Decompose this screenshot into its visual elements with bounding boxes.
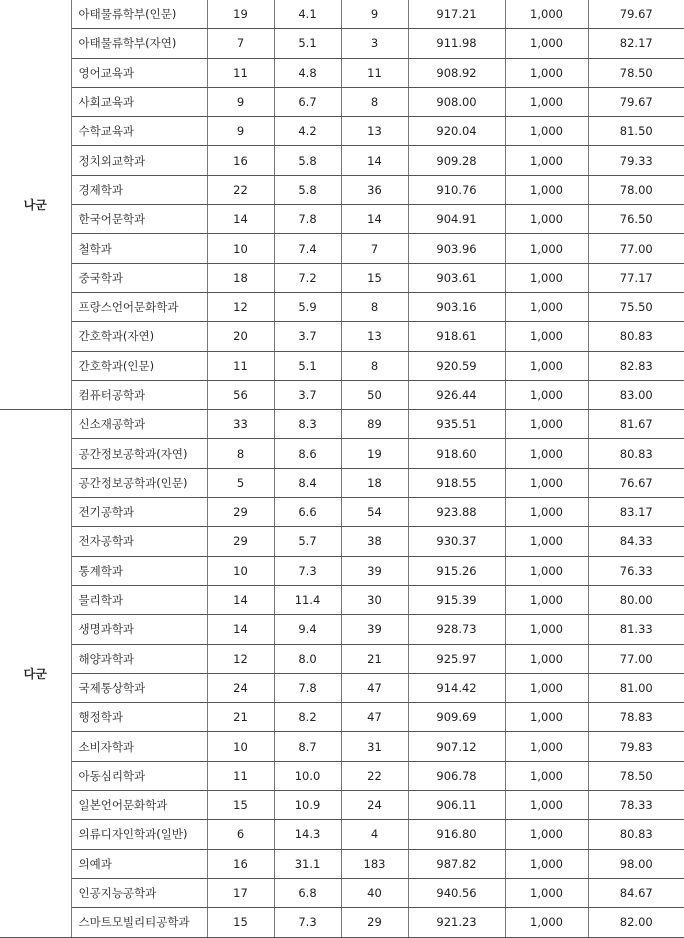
value-cell: 78.50	[588, 58, 684, 87]
value-cell: 22	[341, 761, 408, 790]
department-name-cell: 간호학과(인문)	[71, 351, 207, 380]
value-cell: 5.1	[274, 29, 341, 58]
table-row	[0, 292, 684, 321]
value-cell: 930.37	[408, 527, 505, 556]
value-cell: 909.69	[408, 703, 505, 732]
table-row	[0, 322, 684, 351]
value-cell: 14	[207, 585, 274, 614]
value-cell: 7.3	[274, 908, 341, 937]
table-row	[0, 58, 684, 87]
value-cell: 915.26	[408, 556, 505, 585]
value-cell: 16	[207, 849, 274, 878]
value-cell: 13	[341, 322, 408, 351]
value-cell: 89	[341, 410, 408, 439]
value-cell: 3.7	[274, 322, 341, 351]
value-cell: 911.98	[408, 29, 505, 58]
value-cell: 916.80	[408, 820, 505, 849]
department-name-cell: 행정학과	[71, 703, 207, 732]
table-row	[0, 732, 684, 761]
value-cell: 1,000	[505, 292, 588, 321]
department-name-cell: 한국어문학과	[71, 205, 207, 234]
department-name-cell: 국제통상학과	[71, 673, 207, 702]
table-row	[0, 439, 684, 468]
value-cell: 78.83	[588, 703, 684, 732]
group-label: 다군	[0, 410, 71, 937]
department-name-cell: 전자공학과	[71, 527, 207, 556]
value-cell: 21	[341, 644, 408, 673]
value-cell: 3	[341, 29, 408, 58]
table-row	[0, 117, 684, 146]
value-cell: 79.33	[588, 146, 684, 175]
value-cell: 1,000	[505, 673, 588, 702]
department-name-cell: 사회교육과	[71, 87, 207, 116]
value-cell: 917.21	[408, 0, 505, 29]
value-cell: 1,000	[505, 761, 588, 790]
value-cell: 1,000	[505, 556, 588, 585]
value-cell: 1,000	[505, 615, 588, 644]
value-cell: 79.83	[588, 732, 684, 761]
value-cell: 1,000	[505, 410, 588, 439]
value-cell: 15	[207, 908, 274, 937]
value-cell: 83.17	[588, 498, 684, 527]
value-cell: 7.3	[274, 556, 341, 585]
value-cell: 98.00	[588, 849, 684, 878]
value-cell: 5.7	[274, 527, 341, 556]
value-cell: 1,000	[505, 498, 588, 527]
value-cell: 5	[207, 468, 274, 497]
department-name-cell: 의예과	[71, 849, 207, 878]
value-cell: 22	[207, 175, 274, 204]
value-cell: 925.97	[408, 644, 505, 673]
value-cell: 1,000	[505, 585, 588, 614]
value-cell: 8.6	[274, 439, 341, 468]
value-cell: 920.59	[408, 351, 505, 380]
value-cell: 5.1	[274, 351, 341, 380]
value-cell: 918.55	[408, 468, 505, 497]
department-name-cell: 영어교육과	[71, 58, 207, 87]
value-cell: 76.67	[588, 468, 684, 497]
value-cell: 908.92	[408, 58, 505, 87]
value-cell: 903.16	[408, 292, 505, 321]
table-row	[0, 351, 684, 380]
table-row	[0, 527, 684, 556]
value-cell: 40	[341, 878, 408, 907]
value-cell: 940.56	[408, 878, 505, 907]
value-cell: 987.82	[408, 849, 505, 878]
value-cell: 8	[341, 351, 408, 380]
value-cell: 1,000	[505, 87, 588, 116]
table-row	[0, 0, 684, 29]
department-name-cell: 일본언어문화학과	[71, 791, 207, 820]
department-name-cell: 프랑스언어문화학과	[71, 292, 207, 321]
value-cell: 914.42	[408, 673, 505, 702]
value-cell: 910.76	[408, 175, 505, 204]
value-cell: 24	[207, 673, 274, 702]
value-cell: 15	[207, 791, 274, 820]
value-cell: 18	[207, 263, 274, 292]
department-name-cell: 간호학과(자연)	[71, 322, 207, 351]
value-cell: 1,000	[505, 322, 588, 351]
value-cell: 7	[207, 29, 274, 58]
table-row	[0, 87, 684, 116]
value-cell: 935.51	[408, 410, 505, 439]
value-cell: 1,000	[505, 791, 588, 820]
value-cell: 81.67	[588, 410, 684, 439]
value-cell: 918.61	[408, 322, 505, 351]
table-row	[0, 820, 684, 849]
value-cell: 81.50	[588, 117, 684, 146]
value-cell: 4.8	[274, 58, 341, 87]
value-cell: 54	[341, 498, 408, 527]
department-name-cell: 인공지능공학과	[71, 878, 207, 907]
value-cell: 12	[207, 644, 274, 673]
value-cell: 4.2	[274, 117, 341, 146]
value-cell: 6.7	[274, 87, 341, 116]
value-cell: 1,000	[505, 234, 588, 263]
value-cell: 38	[341, 527, 408, 556]
value-cell: 5.8	[274, 146, 341, 175]
table-row	[0, 410, 684, 439]
value-cell: 7	[341, 234, 408, 263]
value-cell: 6.6	[274, 498, 341, 527]
department-name-cell: 신소재공학과	[71, 410, 207, 439]
value-cell: 1,000	[505, 644, 588, 673]
value-cell: 8.2	[274, 703, 341, 732]
value-cell: 10	[207, 234, 274, 263]
value-cell: 907.12	[408, 732, 505, 761]
value-cell: 1,000	[505, 351, 588, 380]
value-cell: 908.00	[408, 87, 505, 116]
value-cell: 19	[341, 439, 408, 468]
value-cell: 77.17	[588, 263, 684, 292]
value-cell: 78.00	[588, 175, 684, 204]
value-cell: 904.91	[408, 205, 505, 234]
table-row	[0, 703, 684, 732]
table-row	[0, 263, 684, 292]
value-cell: 10.9	[274, 791, 341, 820]
department-name-cell: 소비자학과	[71, 732, 207, 761]
value-cell: 1,000	[505, 146, 588, 175]
value-cell: 16	[207, 146, 274, 175]
department-name-cell: 아동심리학과	[71, 761, 207, 790]
value-cell: 1,000	[505, 878, 588, 907]
value-cell: 903.61	[408, 263, 505, 292]
department-name-cell: 아태물류학부(인문)	[71, 0, 207, 29]
value-cell: 78.33	[588, 791, 684, 820]
table-row	[0, 556, 684, 585]
value-cell: 903.96	[408, 234, 505, 263]
value-cell: 39	[341, 615, 408, 644]
value-cell: 81.00	[588, 673, 684, 702]
value-cell: 12	[207, 292, 274, 321]
value-cell: 6.8	[274, 878, 341, 907]
value-cell: 1,000	[505, 732, 588, 761]
value-cell: 80.00	[588, 585, 684, 614]
value-cell: 5.8	[274, 175, 341, 204]
value-cell: 3.7	[274, 380, 341, 409]
value-cell: 1,000	[505, 0, 588, 29]
value-cell: 9	[207, 87, 274, 116]
department-name-cell: 생명과학과	[71, 615, 207, 644]
value-cell: 8	[207, 439, 274, 468]
value-cell: 79.67	[588, 0, 684, 29]
value-cell: 30	[341, 585, 408, 614]
value-cell: 14.3	[274, 820, 341, 849]
table-row	[0, 234, 684, 263]
table-row	[0, 498, 684, 527]
value-cell: 13	[341, 117, 408, 146]
value-cell: 8.0	[274, 644, 341, 673]
value-cell: 18	[341, 468, 408, 497]
value-cell: 31.1	[274, 849, 341, 878]
department-name-cell: 수학교육과	[71, 117, 207, 146]
value-cell: 81.33	[588, 615, 684, 644]
value-cell: 10	[207, 732, 274, 761]
value-cell: 82.17	[588, 29, 684, 58]
table-row	[0, 380, 684, 409]
group-label: 나군	[0, 0, 71, 410]
value-cell: 79.67	[588, 87, 684, 116]
value-cell: 906.78	[408, 761, 505, 790]
value-cell: 928.73	[408, 615, 505, 644]
table-row	[0, 908, 684, 937]
value-cell: 7.8	[274, 205, 341, 234]
value-cell: 24	[341, 791, 408, 820]
table-row	[0, 644, 684, 673]
value-cell: 1,000	[505, 117, 588, 146]
value-cell: 31	[341, 732, 408, 761]
value-cell: 29	[341, 908, 408, 937]
value-cell: 909.28	[408, 146, 505, 175]
value-cell: 10	[207, 556, 274, 585]
value-cell: 4	[341, 820, 408, 849]
value-cell: 75.50	[588, 292, 684, 321]
table-row	[0, 761, 684, 790]
value-cell: 29	[207, 527, 274, 556]
value-cell: 1,000	[505, 263, 588, 292]
value-cell: 6	[207, 820, 274, 849]
value-cell: 8.4	[274, 468, 341, 497]
table-row	[0, 146, 684, 175]
value-cell: 906.11	[408, 791, 505, 820]
value-cell: 9	[341, 0, 408, 29]
value-cell: 20	[207, 322, 274, 351]
value-cell: 47	[341, 703, 408, 732]
value-cell: 10.0	[274, 761, 341, 790]
table-row	[0, 791, 684, 820]
table-row	[0, 205, 684, 234]
table-row	[0, 468, 684, 497]
value-cell: 918.60	[408, 439, 505, 468]
value-cell: 1,000	[505, 468, 588, 497]
table-row	[0, 585, 684, 614]
department-name-cell: 컴퓨터공학과	[71, 380, 207, 409]
table-row	[0, 673, 684, 702]
value-cell: 1,000	[505, 58, 588, 87]
department-name-cell: 스마트모빌리티공학과	[71, 908, 207, 937]
value-cell: 78.50	[588, 761, 684, 790]
value-cell: 39	[341, 556, 408, 585]
value-cell: 4.1	[274, 0, 341, 29]
value-cell: 36	[341, 175, 408, 204]
value-cell: 1,000	[505, 820, 588, 849]
value-cell: 17	[207, 878, 274, 907]
value-cell: 8	[341, 292, 408, 321]
value-cell: 14	[207, 205, 274, 234]
department-name-cell: 의류디자인학과(일반)	[71, 820, 207, 849]
value-cell: 11	[341, 58, 408, 87]
value-cell: 11	[207, 58, 274, 87]
value-cell: 76.50	[588, 205, 684, 234]
value-cell: 8	[341, 87, 408, 116]
value-cell: 29	[207, 498, 274, 527]
value-cell: 11	[207, 761, 274, 790]
value-cell: 183	[341, 849, 408, 878]
department-name-cell: 중국학과	[71, 263, 207, 292]
value-cell: 47	[341, 673, 408, 702]
value-cell: 921.23	[408, 908, 505, 937]
value-cell: 1,000	[505, 205, 588, 234]
value-cell: 8.7	[274, 732, 341, 761]
value-cell: 19	[207, 0, 274, 29]
value-cell: 77.00	[588, 644, 684, 673]
department-name-cell: 공간정보공학과(인문)	[71, 468, 207, 497]
value-cell: 11.4	[274, 585, 341, 614]
department-name-cell: 경제학과	[71, 175, 207, 204]
department-name-cell: 공간정보공학과(자연)	[71, 439, 207, 468]
value-cell: 56	[207, 380, 274, 409]
value-cell: 923.88	[408, 498, 505, 527]
department-name-cell: 물리학과	[71, 585, 207, 614]
value-cell: 1,000	[505, 703, 588, 732]
value-cell: 77.00	[588, 234, 684, 263]
value-cell: 80.83	[588, 439, 684, 468]
value-cell: 84.67	[588, 878, 684, 907]
department-name-cell: 해양과학과	[71, 644, 207, 673]
value-cell: 915.39	[408, 585, 505, 614]
value-cell: 1,000	[505, 849, 588, 878]
value-cell: 80.83	[588, 820, 684, 849]
value-cell: 8.3	[274, 410, 341, 439]
value-cell: 21	[207, 703, 274, 732]
department-name-cell: 전기공학과	[71, 498, 207, 527]
value-cell: 14	[207, 615, 274, 644]
value-cell: 1,000	[505, 527, 588, 556]
table-row	[0, 615, 684, 644]
value-cell: 84.33	[588, 527, 684, 556]
value-cell: 926.44	[408, 380, 505, 409]
department-name-cell: 통계학과	[71, 556, 207, 585]
value-cell: 7.4	[274, 234, 341, 263]
table-row	[0, 175, 684, 204]
department-name-cell: 철학과	[71, 234, 207, 263]
value-cell: 920.04	[408, 117, 505, 146]
value-cell: 50	[341, 380, 408, 409]
department-name-cell: 정치외교학과	[71, 146, 207, 175]
value-cell: 11	[207, 351, 274, 380]
value-cell: 1,000	[505, 175, 588, 204]
value-cell: 1,000	[505, 908, 588, 937]
value-cell: 9	[207, 117, 274, 146]
value-cell: 9.4	[274, 615, 341, 644]
value-cell: 1,000	[505, 380, 588, 409]
value-cell: 1,000	[505, 439, 588, 468]
department-name-cell: 아태물류학부(자연)	[71, 29, 207, 58]
value-cell: 5.9	[274, 292, 341, 321]
value-cell: 82.00	[588, 908, 684, 937]
value-cell: 33	[207, 410, 274, 439]
value-cell: 14	[341, 146, 408, 175]
value-cell: 14	[341, 205, 408, 234]
value-cell: 7.2	[274, 263, 341, 292]
value-cell: 7.8	[274, 673, 341, 702]
table-row	[0, 29, 684, 58]
value-cell: 1,000	[505, 29, 588, 58]
table-row	[0, 878, 684, 907]
table-row	[0, 849, 684, 878]
value-cell: 76.33	[588, 556, 684, 585]
value-cell: 15	[341, 263, 408, 292]
value-cell: 82.83	[588, 351, 684, 380]
value-cell: 83.00	[588, 380, 684, 409]
value-cell: 80.83	[588, 322, 684, 351]
